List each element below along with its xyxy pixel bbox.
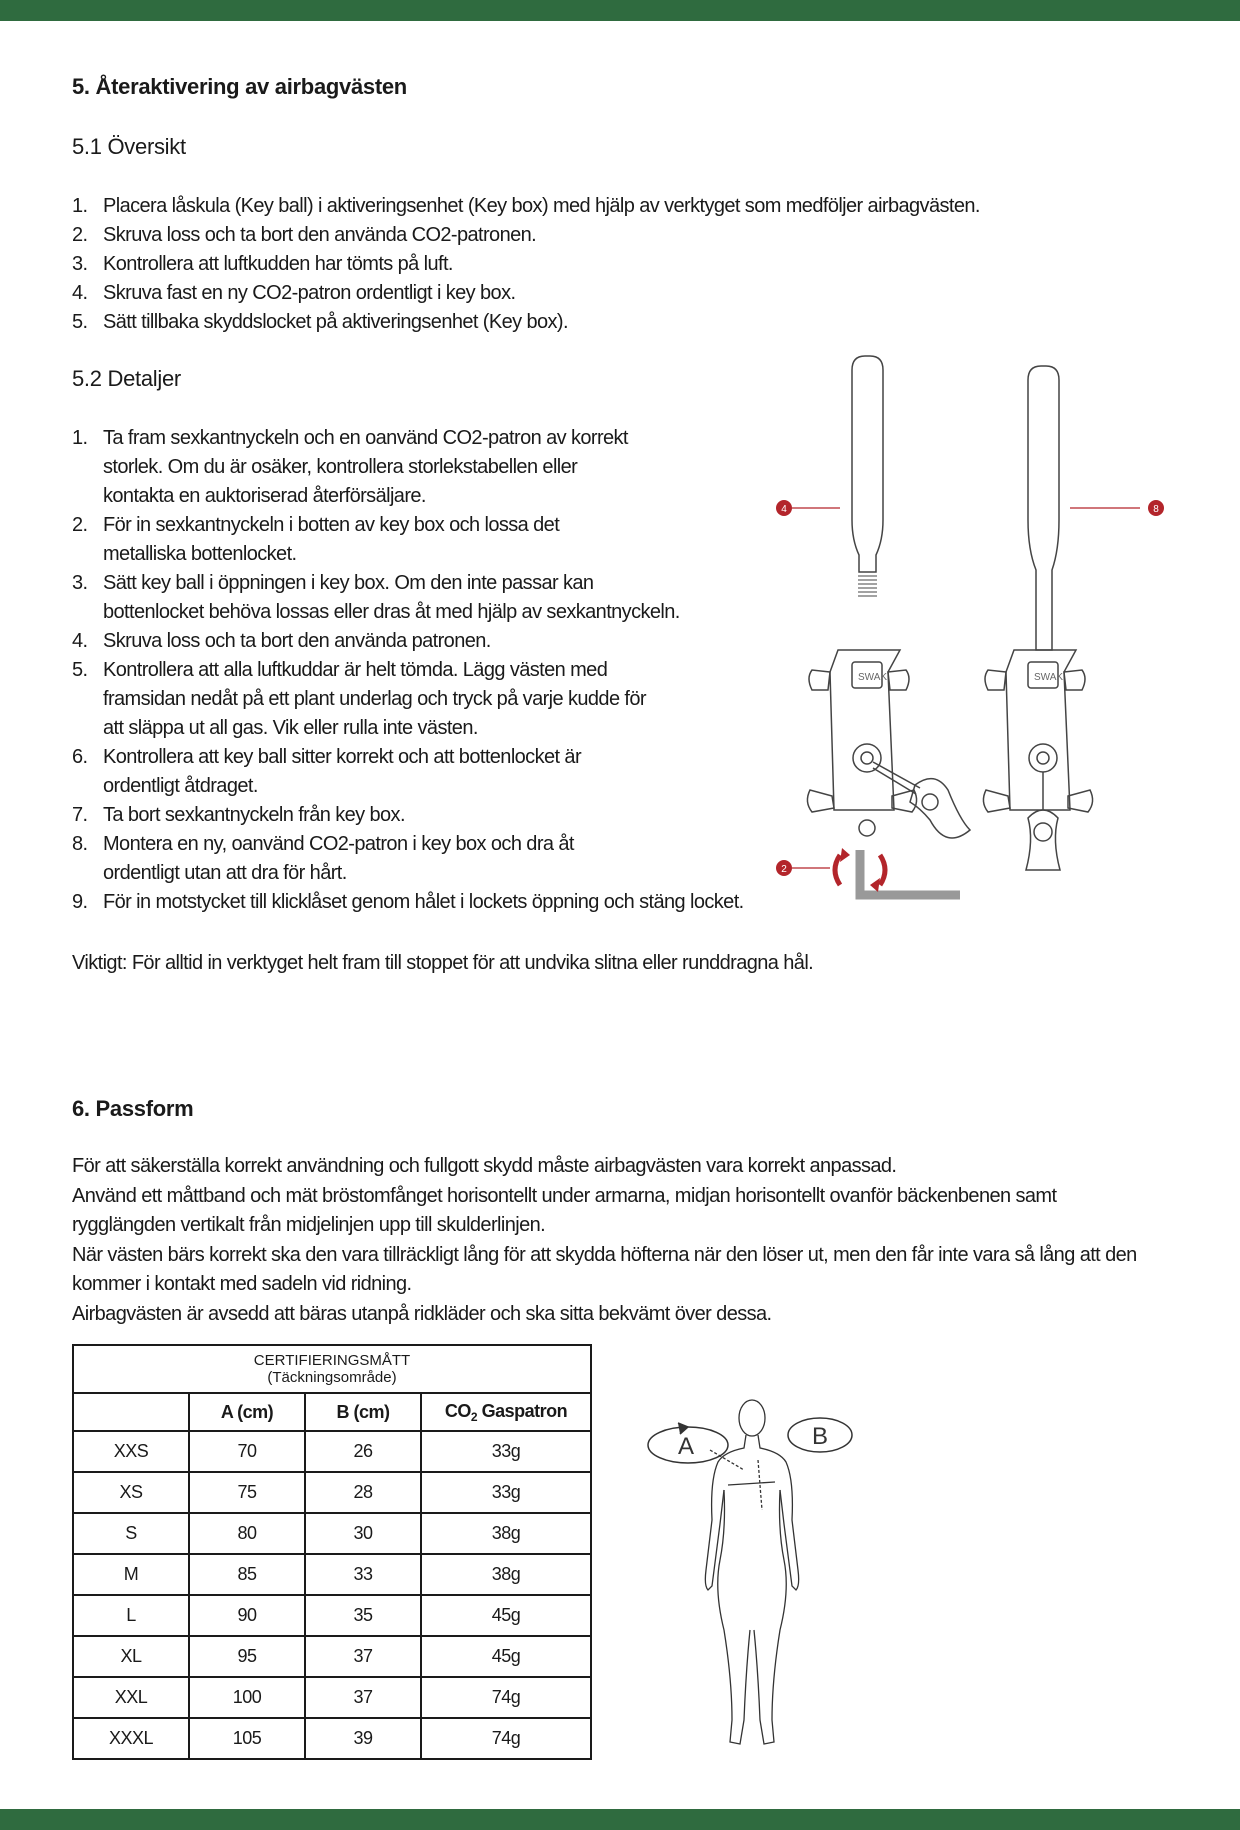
callout-2: 2 [781, 864, 787, 875]
body-measurement-figure [640, 1390, 860, 1760]
list-item: 2. För in sexkantnyckeln i botten av key box och lossa det metalliska bottenlocket. [72, 511, 792, 569]
list-text: Skruva loss och ta bort den använda CO2-patronen. [103, 224, 537, 246]
list-item: 4. Skruva loss och ta bort den använda patronen. [72, 627, 792, 656]
logo-swak-left: SWAK [858, 672, 888, 683]
list-number: 2. [72, 514, 88, 536]
table-row: L 90 35 45g [73, 1595, 591, 1636]
table-row: XXS 70 26 33g [73, 1431, 591, 1472]
list-number: 1. [72, 195, 88, 217]
list-item [72, 279, 1032, 308]
header-a: A (cm) [189, 1393, 305, 1431]
list-number: 9. [72, 891, 88, 913]
list-text: Skruva fast en ny CO2-patron ordentligt i key box. [103, 282, 516, 304]
list-item: 8. Montera en ny, oanvänd CO2-patron i key box och dra åt ordentligt utan att dra för hårt. [72, 830, 792, 888]
details-title: 5.2 Detaljer [72, 366, 181, 391]
section-6-title: 6. Passform [72, 1096, 194, 1121]
table-header-row [73, 1393, 591, 1431]
cartridge-diagram [770, 350, 1170, 910]
list-item [72, 308, 1032, 337]
key-box-left [807, 650, 970, 838]
table-row: XS 75 28 33g [73, 1472, 591, 1513]
important-text: För alltid in verktyget helt fram till stoppet för att undvika slitna eller runddragna hål. [126, 952, 814, 974]
top-green-band [0, 0, 1240, 21]
overview-title: 5.1 Översikt [72, 134, 186, 159]
list-number: 7. [72, 804, 88, 826]
list-item: 9. För in motstycket till klicklåset genom hålet i lockets öppning och stäng locket. [72, 888, 792, 917]
overview-list [72, 192, 1032, 337]
label-b: B [812, 1423, 829, 1450]
cartridge-right [1028, 366, 1059, 650]
important-note [72, 952, 813, 975]
list-number: 5. [72, 311, 88, 333]
header-co2: $CO_2$ Gaspatron [421, 1393, 591, 1431]
table-row: XL 95 37 45g [73, 1636, 591, 1677]
list-number: 1. [72, 427, 88, 449]
list-item [72, 221, 1032, 250]
list-number: 3. [72, 572, 88, 594]
key-ball-handle-right [1026, 810, 1060, 870]
list-text: Kontrollera att luftkudden har tömts på luft. [103, 253, 453, 275]
cartridge-left [852, 356, 883, 572]
label-a: A [678, 1433, 695, 1460]
list-number: 5. [72, 659, 88, 681]
callout-8: 8 [1153, 504, 1159, 515]
callout-4: 4 [781, 504, 787, 515]
key-box-right [983, 650, 1092, 870]
list-item: 3. Sätt key ball i öppningen i key box. Om den inte passar kan bottenlocket behöva lossas eller dras åt med hjälp av sexkantnyckeln. [72, 569, 792, 627]
bottom-green-band [0, 1809, 1240, 1830]
header-b: B (cm) [305, 1393, 421, 1431]
details-list [72, 424, 792, 917]
table-row: XXXL 105 39 74g [73, 1718, 591, 1759]
list-text: Placera låskula (Key ball) i aktiveringsenhet (Key box) med hjälp av verktyget som medföljer airbagvästen. [103, 195, 980, 217]
size-table [72, 1344, 592, 1760]
list-item [72, 250, 1032, 279]
table-row: XXL 100 37 74g [73, 1677, 591, 1718]
list-item: 1. Ta fram sexkantnyckeln och en oanvänd CO2-patron av korrekt storlek. Om du är osäker, kontrollera storlekstabellen eller kontakta en auktoriserad återförsäljare. [72, 424, 792, 511]
list-number: 8. [72, 833, 88, 855]
table-caption: CERTIFIERINGSMÅTT (Täckningsområde) [73, 1345, 591, 1393]
list-item: 6. Kontrollera att key ball sitter korrekt och att bottenlocket är ordentligt åtdraget. [72, 743, 792, 801]
list-number: 4. [72, 630, 88, 652]
fit-paragraph: För att säkerställa korrekt användning och fullgott skydd måste airbagvästen vara korrekt anpassad. Använd ett måttband och mät bröstomfånget horisontellt under armarna, midjan horisontellt ovanför bäckenbenen samt rygglängden vertikalt från midjelinjen upp till skulderlinjen. När västen bärs korrekt ska den vara tillräckligt lång för att skydda höfterna när den löser ut, men den får inte vara så lång att den kommer i kontakt med sadeln vid ridning. Airbagvästen är avsedd att bäras utanpå ridkläder och ska sitta bekvämt över dessa. [72, 1155, 1137, 1325]
logo-swak-right: SWAK [1034, 672, 1064, 683]
list-text: Sätt tillbaka skyddslocket på aktiveringsenhet (Key box). [103, 311, 568, 333]
table-row: M 85 33 38g [73, 1554, 591, 1595]
table-row: S 80 30 38g [73, 1513, 591, 1554]
list-number: 6. [72, 746, 88, 768]
list-number: 4. [72, 282, 88, 304]
header-size [73, 1393, 189, 1431]
list-item: 7. Ta bort sexkantnyckeln från key box. [72, 801, 792, 830]
list-item [72, 192, 1032, 221]
list-number: 3. [72, 253, 88, 275]
cartridge-thread [858, 576, 877, 596]
list-number: 2. [72, 224, 88, 246]
section-5-title: 5. Återaktivering av airbagvästen [72, 74, 407, 99]
list-item: 5. Kontrollera att alla luftkuddar är helt tömda. Lägg västen med framsidan nedåt på ett plant underlag och tryck på varje kudde för att släppa ut all gas. Vik eller rulla inte västen. [72, 656, 792, 743]
important-label: Viktigt: [72, 952, 127, 974]
